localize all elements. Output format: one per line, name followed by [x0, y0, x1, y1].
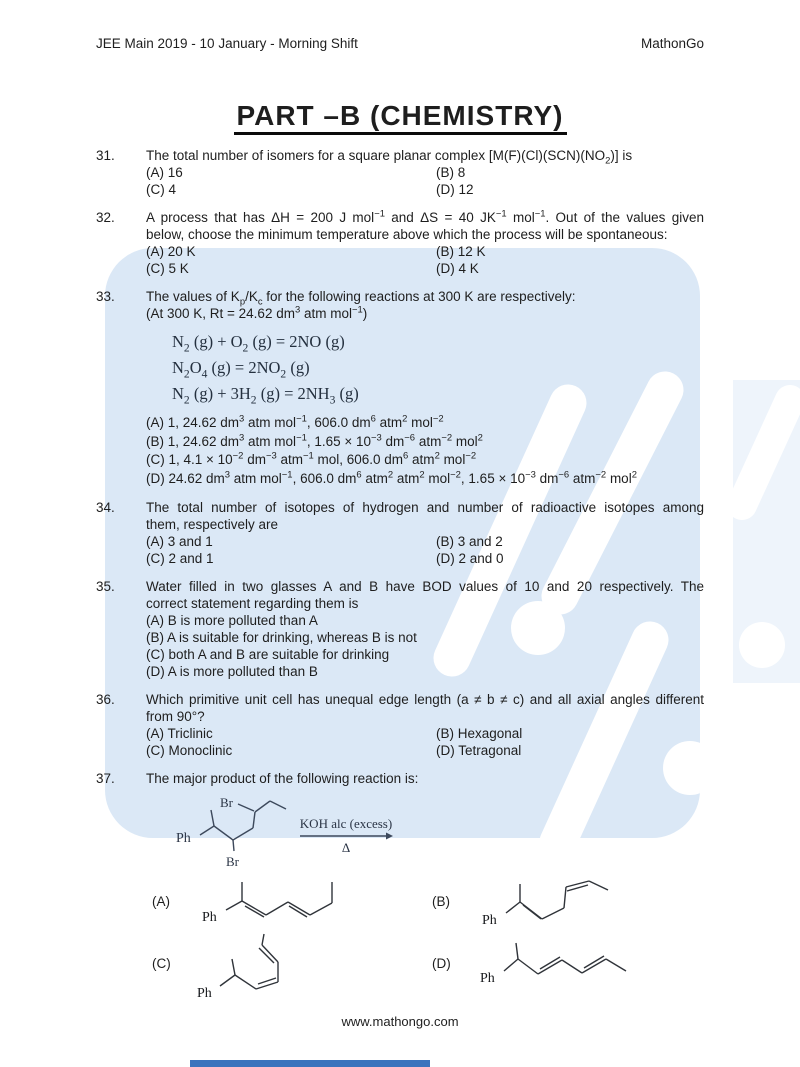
option-d: (D) 2 and 0	[436, 551, 504, 566]
page-header	[96, 36, 704, 51]
question-text-line: Water filled in two glasses A and B have BOD values of 10 and 20 respectively. The	[146, 579, 704, 594]
option-d-label: (D)	[432, 956, 451, 971]
question-number: 36.	[96, 692, 115, 707]
structure-option-b	[480, 876, 615, 931]
question-text-line: A process that has ΔH = 200 J mol$^{-1}$ and ΔS = 40 $JK^{-1}$ mol$^{-1}$. Out of the values given	[146, 208, 704, 225]
question-number: 34.	[96, 500, 115, 515]
option-b: (B) A is suitable for drinking, whereas B is not	[146, 630, 417, 645]
option-c: (C) 2 and 1	[146, 551, 214, 566]
option-b: (B) 8	[436, 165, 466, 180]
question-35	[96, 578, 704, 680]
option-d: (D) Tetragonal	[436, 743, 522, 758]
option-c: (C) Monoclinic	[146, 743, 233, 758]
question-number: 31.	[96, 148, 115, 163]
structure-options	[146, 876, 704, 1018]
option-b: (B) 12 K	[436, 244, 486, 259]
structure-option-a	[200, 876, 350, 936]
exam-shift-label: JEE Main 2019 - 10 January - Morning Shift	[96, 36, 358, 51]
question-number: 32.	[96, 210, 115, 225]
question-34	[96, 499, 704, 567]
structure-option-c	[195, 931, 295, 1018]
question-text-line: correct statement regarding them is	[146, 596, 359, 611]
question-32	[96, 209, 704, 277]
option-d: (D) 4 K	[436, 261, 479, 276]
option-c: (C) 1, $4.1 \times 10^{-2}$ $dm^{-3}$ atm$^{-1}$ mol, 606.0 $dm^6$ atm$^2$ mol$^{-2}$	[146, 450, 477, 467]
question-number: 37.	[96, 771, 115, 786]
option-b: (B) 1, 24.62 $dm^3$ atm mol$^{-1}$, $1.65 \times 10^{-3}$ $dm^{-6}$ atm$^{-2}$ mol$^2$	[146, 432, 483, 449]
option-a: (A) 3 and 1	[146, 534, 213, 549]
arrow-head	[386, 833, 393, 840]
reaction-scheme	[146, 788, 704, 876]
question-33	[96, 288, 704, 488]
question-36	[96, 691, 704, 759]
reagent-label: KOH alc (excess)	[299, 816, 393, 831]
section-title-text: PART –B (CHEMISTRY)	[234, 100, 567, 135]
question-37	[96, 770, 704, 1018]
ph-label: Ph	[176, 831, 191, 846]
option-a: (A) 1, 24.62 $dm^3$ atm mol$^{-1}$, 606.0 $dm^6$ atm$^2$ mol$^{-2}$	[146, 413, 444, 430]
questions-list	[96, 147, 704, 1029]
option-a: (A) 16	[146, 165, 183, 180]
equation-3: $N_2$ $(g) + 3H_2$ $(g) = 2NH_3$ (g)	[172, 384, 359, 407]
option-b: (B) Hexagonal	[436, 726, 523, 741]
br-top-label: Br	[220, 795, 233, 810]
option-c-label: (C)	[152, 956, 171, 971]
option-b: (B) 3 and 2	[436, 534, 503, 549]
reactant-structure	[170, 788, 430, 876]
question-text-line: The total number of isotopes of hydrogen and number of radioactive isotopes among	[146, 500, 704, 515]
option-a: (A) B is more polluted than A	[146, 613, 318, 628]
delta-label: Δ	[341, 840, 351, 855]
equation-1: $N_2$ $(g) + O_2$ (g) = 2NO (g)	[172, 332, 345, 355]
option-c: (C) both A and B are suitable for drinking	[146, 647, 390, 662]
option-a-label: (A)	[152, 894, 170, 909]
reaction-equations	[172, 329, 704, 407]
option-c: (C) 5 K	[146, 261, 189, 276]
brand-name: MathonGo	[640, 36, 704, 51]
question-text-line: them, respectively are	[146, 517, 279, 532]
question-text-line: Which primitive unit cell has unequal edge length (a ≠ b ≠ c) and all axial angles different	[146, 692, 704, 707]
question-text: The total number of isomers for a square planar complex $[M(F)(Cl)(SCN)(NO_2)]$ is	[146, 148, 633, 167]
question-text-line: below, choose the minimum temperature above which the process will be spontaneous:	[146, 227, 668, 242]
ph-label: Ph	[480, 971, 495, 986]
option-d: (D) 24.62 $dm^3$ atm mol$^{-1}$, 606.0 $dm^6$ atm$^2$ atm$^2$ mol$^{-2}$, $1.65 \times 10^{-3}$ $dm^{-6}$ atm$^{-2}$ mol$^2$	[146, 469, 637, 486]
option-d: (D) 12	[436, 182, 474, 197]
next-page-bar	[190, 1060, 430, 1067]
question-number: 35.	[96, 579, 115, 594]
question-text: The major product of the following reaction is:	[146, 771, 419, 786]
ph-label: Ph	[482, 913, 497, 928]
equation-2: $N_2O_4$ $(g) = 2NO_2$ (g)	[172, 358, 310, 381]
question-text-line: (At 300 K, Rt = 24.62 $dm^3$ atm mol$^{-1}$)	[146, 304, 368, 321]
footer-url: www.mathongo.com	[341, 1014, 459, 1029]
question-text-line: from 90°?	[146, 709, 205, 724]
section-title	[0, 100, 800, 132]
option-a: (A) Triclinic	[146, 726, 213, 741]
ph-label: Ph	[202, 910, 217, 925]
question-number: 33.	[96, 289, 115, 304]
question-text-line: The values of $K_p/K_c$ for the following reactions at 300 K are respectively:	[146, 289, 576, 308]
br-bottom-label: Br	[226, 854, 239, 869]
question-31	[96, 147, 704, 198]
option-a: (A) 20 K	[146, 244, 196, 259]
ph-label: Ph	[197, 986, 212, 1001]
option-b-label: (B)	[432, 894, 450, 909]
structure-option-d	[478, 931, 648, 1006]
option-c: (C) 4	[146, 182, 176, 197]
option-d: (D) A is more polluted than B	[146, 664, 318, 679]
